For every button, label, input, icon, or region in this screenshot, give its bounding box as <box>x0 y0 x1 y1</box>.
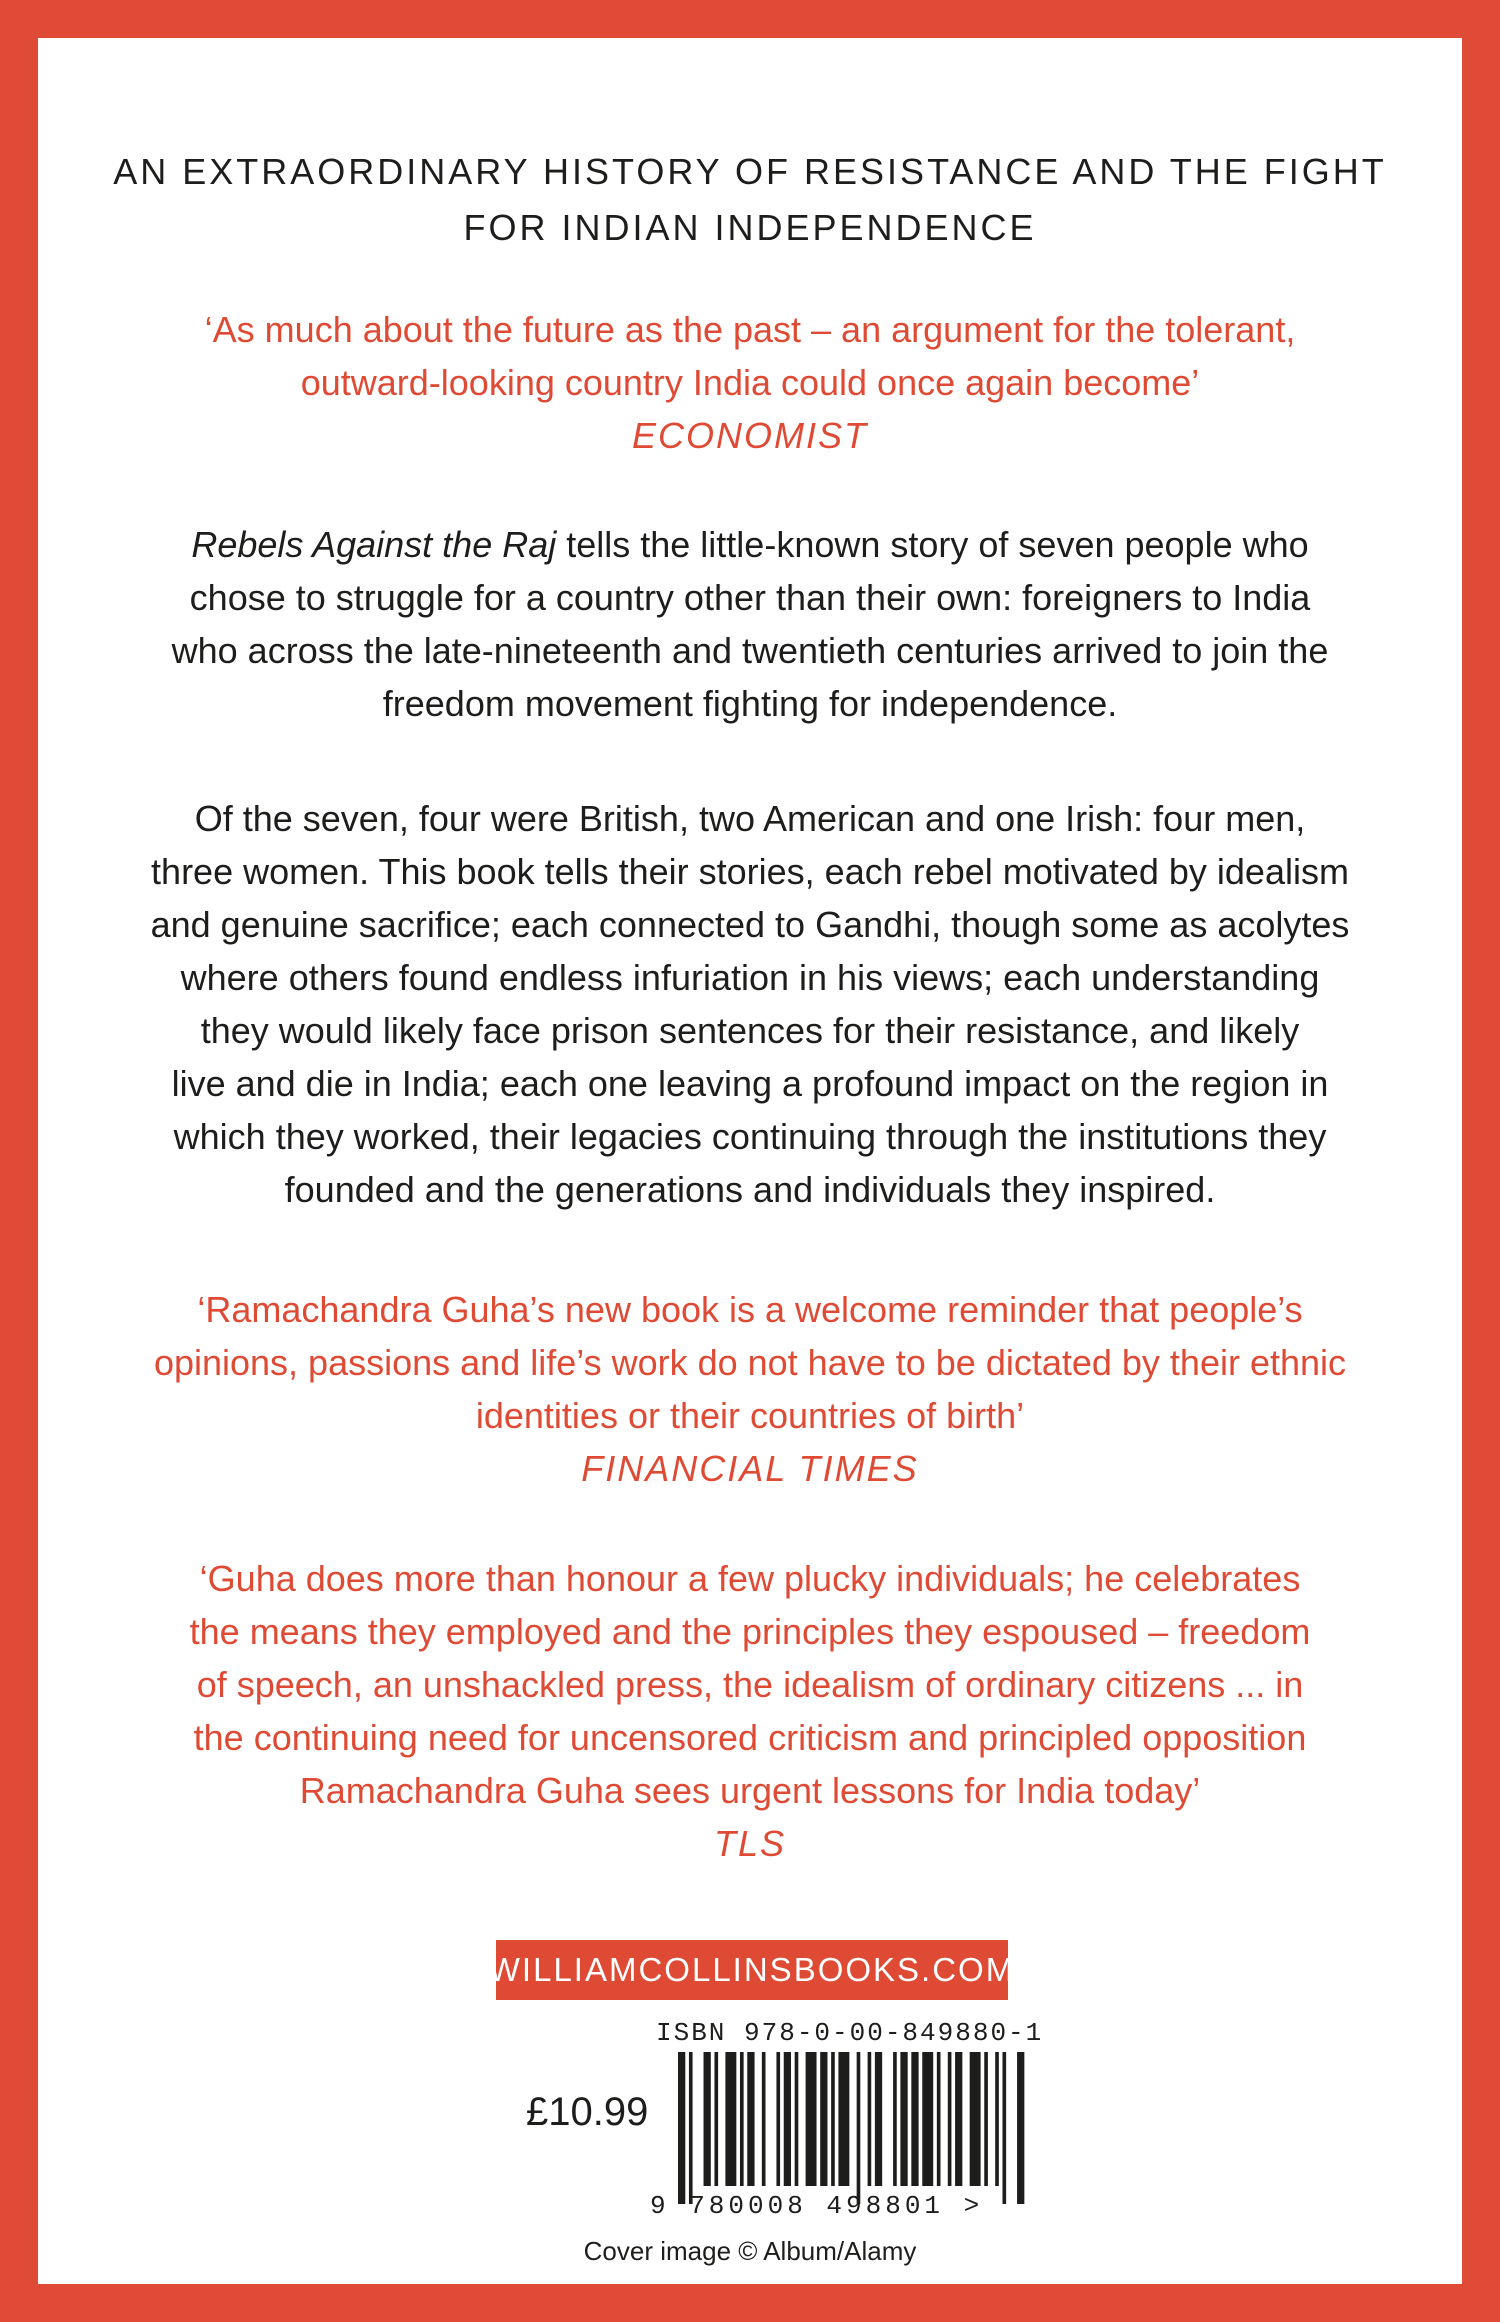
barcode-bar <box>937 2052 941 2186</box>
barcode-bar <box>984 2052 988 2186</box>
barcode-bar <box>776 2052 780 2186</box>
barcode-bar <box>911 2052 918 2186</box>
barcode-bar <box>795 2052 799 2186</box>
economist-quote <box>38 303 1462 462</box>
barcode-bar <box>948 2052 952 2186</box>
barcode-bar <box>955 2052 962 2186</box>
blurb-line: chose to struggle for a country other than their own: foreigners to India <box>189 577 1311 618</box>
cover-image-credit: Cover image © Album/Alamy <box>583 2236 917 2266</box>
blurb-paragraph-2 <box>38 792 1462 1216</box>
barcode-bar <box>1002 2052 1006 2204</box>
barcode-bar <box>762 2052 766 2186</box>
quote-source: ECONOMIST <box>631 415 868 456</box>
blurb-line: which they worked, their legacies continuing through the institutions they <box>173 1116 1327 1157</box>
quote-line: ‘As much about the future as the past – an argument for the tolerant, <box>204 309 1296 350</box>
blurb-line: who across the late-nineteenth and twentieth centuries arrived to join the <box>171 630 1329 671</box>
blurb-line: Of the seven, four were British, two American and one Irish: four men, <box>194 798 1306 839</box>
barcode-bar <box>875 2052 882 2186</box>
website-badge[interactable]: WILLIAMCOLLINSBOOKS.COM <box>496 1940 1008 2000</box>
quote-line: of speech, an unshackled press, the idealism of ordinary citizens ... in <box>196 1664 1304 1705</box>
barcode-bar <box>704 2052 711 2186</box>
barcode-bar <box>922 2052 933 2186</box>
barcode-bar <box>838 2052 849 2186</box>
barcode-bar <box>857 2052 861 2204</box>
quote-line: the continuing need for uncensored criticism and principled opposition <box>193 1717 1307 1758</box>
blurb-paragraph-1 <box>38 518 1462 730</box>
back-cover <box>38 38 1462 2284</box>
barcode-bar <box>806 2052 817 2186</box>
barcode-digits: 9 780008 498801 > <box>650 2191 984 2221</box>
quote-line: outward-looking country India could once again become’ <box>300 362 1200 403</box>
tagline-heading <box>38 144 1462 256</box>
quote-line: Ramachandra Guha sees urgent lessons for India today’ <box>299 1770 1201 1811</box>
barcode-bar <box>893 2052 897 2186</box>
blurb-line-rest: tells the little-known story of seven people who <box>556 524 1309 565</box>
quote-line: ‘Guha does more than honour a few plucky individuals; he celebrates <box>199 1558 1301 1599</box>
barcode-bar <box>725 2052 736 2186</box>
barcode-bar <box>784 2052 791 2186</box>
blurb-line: three women. This book tells their stories, each rebel motivated by idealism <box>151 851 1349 892</box>
barcode-bar <box>747 2052 754 2186</box>
blurb-line: where others found endless infuriation in his views; each understanding <box>180 957 1320 998</box>
barcode-bar <box>714 2052 718 2186</box>
tls-quote <box>38 1552 1462 1870</box>
blurb-line: live and die in India; each one leaving a profound impact on the region in <box>171 1063 1329 1104</box>
barcode-bar <box>868 2052 872 2186</box>
blurb-line: founded and the generations and individuals they inspired. <box>284 1169 1216 1210</box>
blurb-line: freedom movement fighting for independence. <box>382 683 1118 724</box>
quote-line: the means they employed and the principles they espoused – freedom <box>189 1611 1311 1652</box>
blurb-line: they would likely face prison sentences for their resistance, and likely <box>200 1010 1300 1051</box>
barcode-bar <box>970 2052 981 2186</box>
quote-source: FINANCIAL TIMES <box>581 1448 919 1489</box>
barcode-bar <box>831 2052 835 2186</box>
book-title: Rebels Against the Raj <box>191 524 557 565</box>
financial-times-quote <box>38 1283 1462 1495</box>
blurb-line <box>38 518 1462 571</box>
tagline-line: AN EXTRAORDINARY HISTORY OF RESISTANCE AND THE FIGHT <box>113 151 1387 192</box>
barcode-bar <box>1017 2052 1024 2204</box>
barcode-bar <box>900 2052 907 2186</box>
quote-line: opinions, passions and life’s work do not have to be dictated by their ethnic <box>153 1342 1347 1383</box>
barcode-bar <box>995 2052 999 2186</box>
barcode-bar <box>678 2052 685 2204</box>
barcode-bar <box>740 2052 744 2186</box>
quote-line: identities or their countries of birth’ <box>475 1395 1025 1436</box>
blurb-line: and genuine sacrifice; each connected to Gandhi, though some as acolytes <box>150 904 1350 945</box>
barcode-bar <box>820 2052 827 2186</box>
barcode-bar <box>689 2052 693 2204</box>
isbn-label: ISBN 978-0-00-849880-1 <box>656 2018 1044 2048</box>
tagline-line: FOR INDIAN INDEPENDENCE <box>463 207 1037 248</box>
barcode <box>678 2052 1028 2204</box>
quote-source: TLS <box>713 1823 787 1864</box>
quote-line: ‘Ramachandra Guha’s new book is a welcome reminder that people’s <box>197 1289 1303 1330</box>
price: £10.99 <box>526 2090 649 2134</box>
